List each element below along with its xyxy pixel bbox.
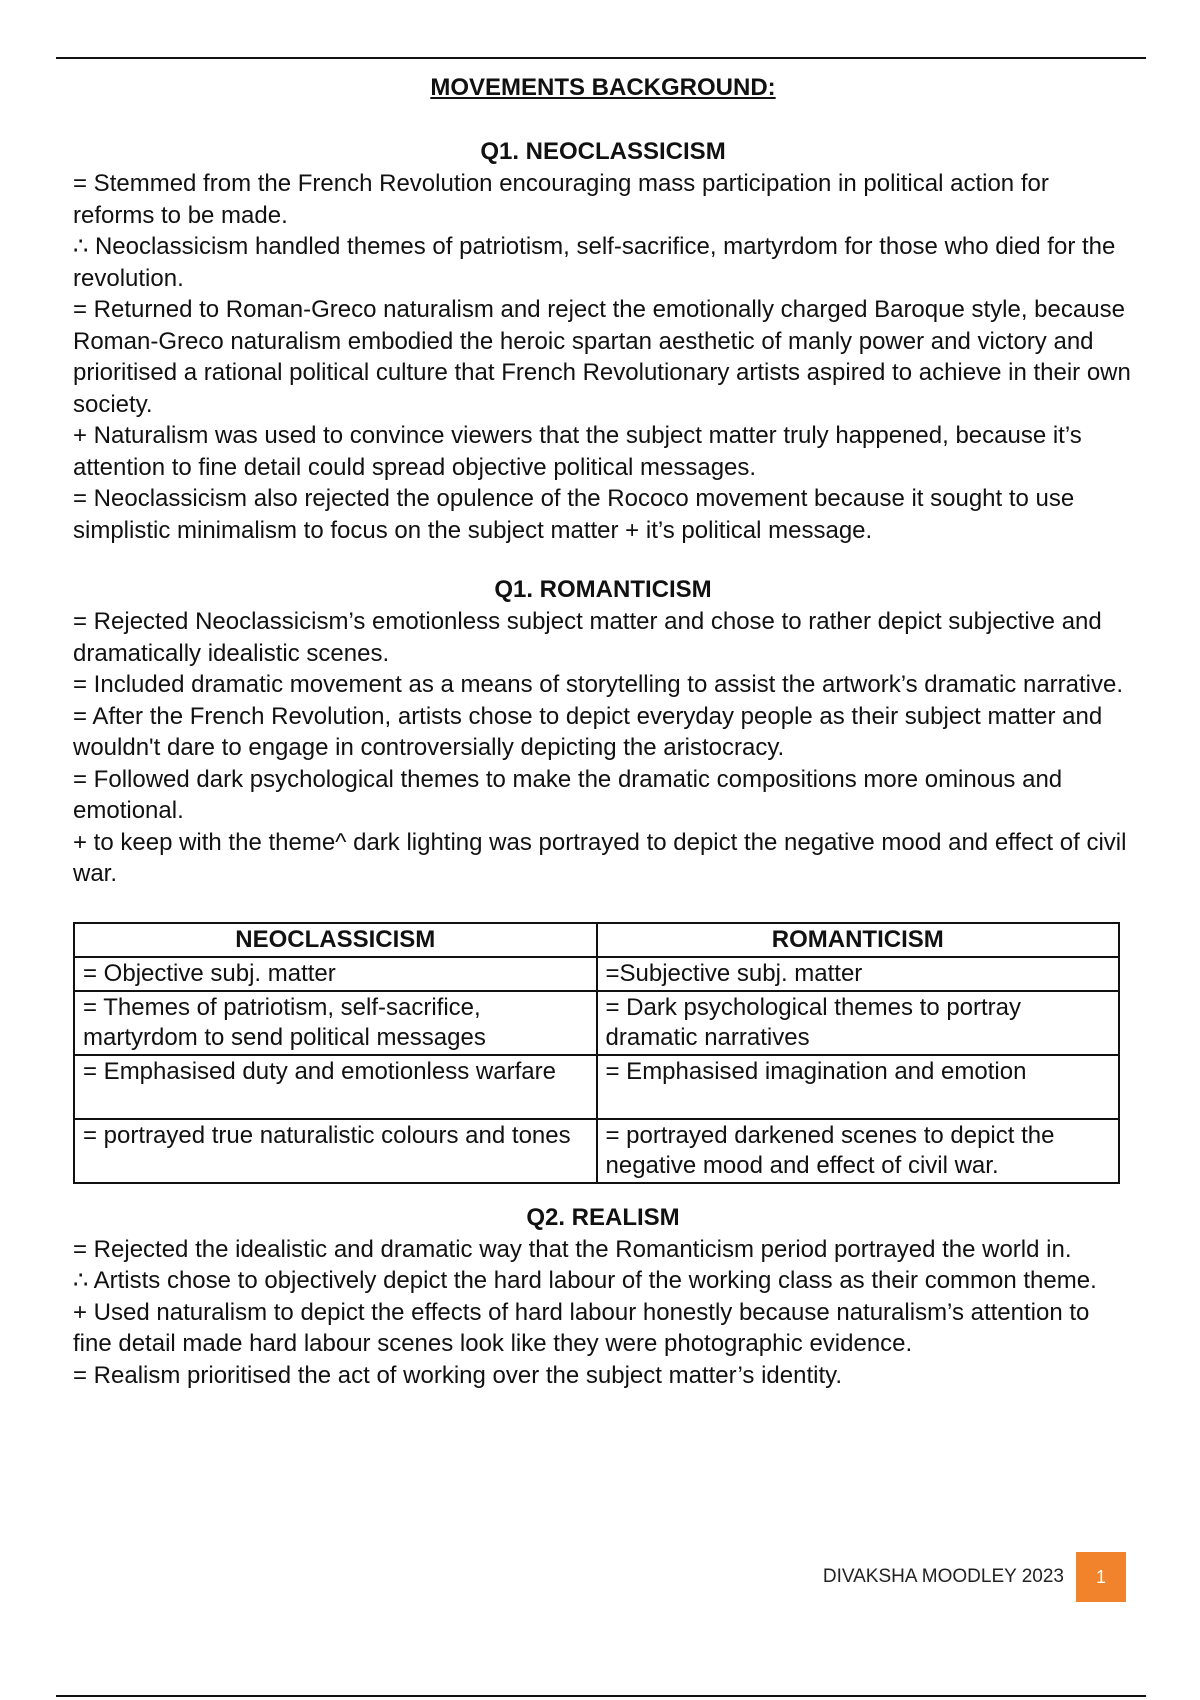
section-neoclassicism — [73, 136, 1133, 546]
footer-author: DIVAKSHA MOODLEY 2023 — [822, 1566, 1064, 1587]
table-header-row — [74, 923, 1119, 957]
bottom-rule — [56, 1695, 1146, 1697]
paragraph: = Stemmed from the French Revolution encouraging mass participation in political action for reforms to be made. — [73, 170, 1049, 229]
paragraph: = Returned to Roman-Greco naturalism and reject the emotionally charged Baroque style, because Roman-Greco naturalism embodied the heroic spartan aesthetic of manly power and victory and prioritised a rational political culture that French Revolutionary artists aspired to achieve in their own society. — [73, 296, 1131, 418]
table-cell: = Emphasised imagination and emotion — [597, 1055, 1120, 1119]
table-cell: =Subjective subj. matter — [597, 957, 1120, 991]
paragraph: + to keep with the theme^ dark lighting was portrayed to depict the negative mood and effect of civil war. — [73, 828, 1127, 887]
section-romanticism — [73, 574, 1133, 890]
paragraph: = After the French Revolution, artists chose to depict everyday people as their subject matter and wouldn't dare to engage in controversially depicting the aristocracy. — [73, 702, 1103, 761]
paragraph: ∴ Neoclassicism handled themes of patriotism, self-sacrifice, martyrdom for those who died for the revolution. — [73, 233, 1116, 292]
paragraph: = Realism prioritised the act of working over the subject matter’s identity. — [73, 1361, 843, 1389]
paragraph: = Rejected Neoclassicism’s emotionless subject matter and chose to rather depict subjective and dramatically idealistic scenes. — [73, 608, 1102, 667]
section-realism — [73, 1202, 1133, 1392]
section-heading: Q1. ROMANTICISM — [494, 576, 712, 603]
table-row — [74, 957, 1119, 991]
comparison-table — [73, 922, 1120, 1184]
section-heading: Q2. REALISM — [526, 1203, 680, 1231]
page-footer — [823, 1552, 1126, 1602]
paragraph: = Rejected the idealistic and dramatic way that the Romanticism period portrayed the world in. — [73, 1235, 1072, 1263]
table-row — [74, 991, 1119, 1055]
table-header-cell: ROMANTICISM — [597, 923, 1120, 957]
paragraph: + Used naturalism to depict the effects of hard labour honestly because naturalism’s attention to fine detail made hard labour scenes look like they were photographic evidence. — [73, 1298, 1090, 1357]
table-cell: = Themes of patriotism, self-sacrifice, martyrdom to send political messages — [74, 991, 597, 1055]
table-cell: = Dark psychological themes to portray dramatic narratives — [597, 991, 1120, 1055]
paragraph: = Followed dark psychological themes to make the dramatic compositions more ominous and emotional. — [73, 765, 1063, 824]
top-rule — [56, 57, 1146, 59]
table-cell: = portrayed true naturalistic colours and tones — [74, 1119, 597, 1183]
table-row — [74, 1119, 1119, 1183]
paragraph: ∴ Artists chose to objectively depict the hard labour of the working class as their common theme. — [73, 1267, 1097, 1294]
page-title: MOVEMENTS BACKGROUND: — [430, 74, 776, 101]
table-row — [74, 1055, 1119, 1119]
table-cell: = Objective subj. matter — [74, 957, 597, 991]
paragraph: = Neoclassicism also rejected the opulence of the Rococo movement because it sought to use simplistic minimalism to focus on the subject matter + it’s political message. — [73, 485, 1075, 544]
table-cell: = portrayed darkened scenes to depict the negative mood and effect of civil war. — [597, 1119, 1120, 1183]
table-header-cell: NEOCLASSICISM — [74, 923, 597, 957]
section-heading: Q1. NEOCLASSICISM — [480, 138, 726, 165]
paragraph: = Included dramatic movement as a means of storytelling to assist the artwork’s dramatic narrative. — [73, 671, 1124, 698]
page-number-badge: 1 — [1076, 1552, 1126, 1602]
paragraph: + Naturalism was used to convince viewers that the subject matter truly happened, because it’s attention to fine detail could spread objective political messages. — [73, 422, 1082, 481]
document-body — [73, 72, 1133, 1391]
table-cell: = Emphasised duty and emotionless warfare — [74, 1055, 597, 1119]
